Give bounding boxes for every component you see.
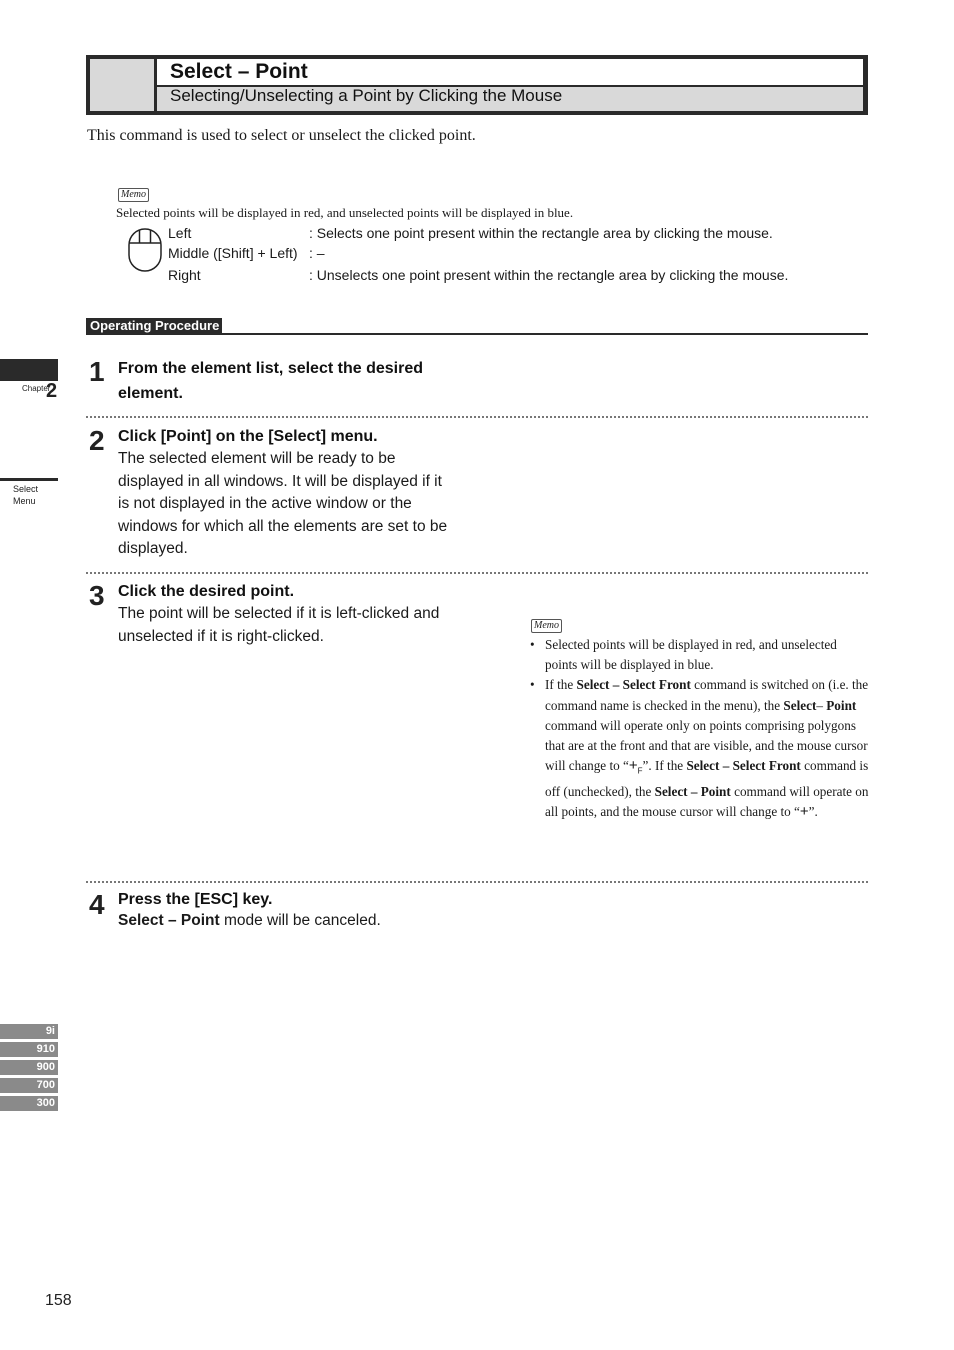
- model-tag: 300: [0, 1096, 58, 1111]
- section-label: [13, 483, 38, 507]
- model-tag: 700: [0, 1078, 58, 1093]
- section-label-line1: Select: [13, 484, 39, 494]
- mouse-right-description: : Unselects one point present within the rectangle area by clicking the mouse.: [309, 267, 789, 283]
- step-2-body: The selected element will be ready to be displayed in all windows. It will be displayed if it is not displayed in the active window or the windows for which all the elements are set to be displayed.: [118, 450, 448, 557]
- chapter-label: Chapter: [22, 384, 51, 393]
- memo-icon: Memo: [118, 188, 149, 202]
- step-4-heading: Press the [ESC] key.: [118, 891, 273, 908]
- mouse-middle-label: Middle ([Shift] + Left): [168, 245, 298, 261]
- page-title: Select – Point: [170, 60, 308, 83]
- memo-list-item: • Selected points will be displayed in red, and unselected points will be displayed in blue.: [530, 635, 870, 675]
- mouse-icon: [127, 227, 163, 278]
- mouse-left-label: Left: [168, 225, 192, 241]
- model-tag: 910: [0, 1042, 58, 1057]
- step-divider: [86, 572, 868, 574]
- step-3-heading: Click the desired point.: [118, 583, 295, 600]
- chapter-number: 2: [46, 380, 58, 402]
- chapter-tab: [0, 359, 58, 381]
- section-divider: [86, 333, 868, 335]
- model-tag: 900: [0, 1060, 58, 1075]
- step-4-number: 4: [89, 889, 105, 920]
- page-number: 158: [45, 1292, 72, 1309]
- step-4-body: Select – Point mode will be canceled.: [118, 912, 381, 929]
- memo-list: [530, 635, 870, 822]
- memo-text: Selected points will be displayed in red, and unselected points will be displayed in blue.: [116, 205, 574, 220]
- step-2-number: 2: [89, 425, 105, 456]
- section-label-line2: Menu: [13, 496, 36, 506]
- header-left-panel: [90, 59, 154, 111]
- page-subtitle: Selecting/Unselecting a Point by Clicking the Mouse: [170, 86, 563, 105]
- step-divider: [86, 416, 868, 418]
- operating-procedure-label: Operating Procedure: [90, 318, 220, 333]
- step-1-number: 1: [89, 356, 105, 387]
- memo-list-item: • If the Select – Select Front command is switched on (i.e. the command name is checked in the menu), the Select– Point command will operate only on points comprising polygons that are at the front and that are visible, and the mouse cursor will change to “$+_F$”. If the Select – Select Front command is off (unchecked), the Select – Point command will operate on all points, and the mouse cursor will change to “+”.: [530, 675, 870, 822]
- step-divider: [86, 881, 868, 883]
- step-3-number: 3: [89, 580, 105, 611]
- mouse-right-label: Right: [168, 267, 201, 283]
- step-1-heading: From the element list, select the desired element.: [118, 360, 423, 402]
- mouse-middle-description: : –: [309, 245, 325, 261]
- memo-icon: Memo: [531, 619, 562, 633]
- section-tab-line: [0, 478, 58, 481]
- model-tag: 9i: [0, 1024, 58, 1039]
- step-2-heading: Click [Point] on the [Select] menu.: [118, 428, 378, 445]
- step-3-body: The point will be selected if it is left-clicked and unselected if it is right-clicked.: [118, 605, 440, 645]
- mouse-left-description: : Selects one point present within the rectangle area by clicking the mouse.: [309, 225, 773, 241]
- intro-text: This command is used to select or unselect the clicked point.: [87, 127, 476, 144]
